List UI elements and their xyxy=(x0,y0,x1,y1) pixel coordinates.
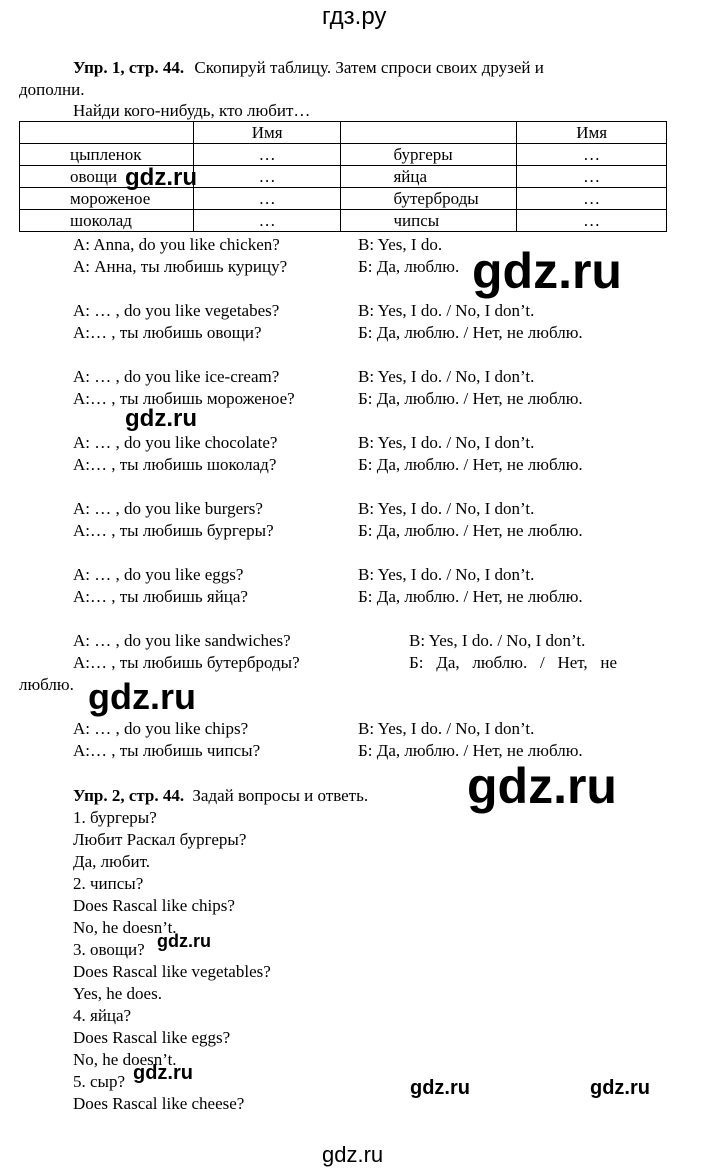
dialogue-b-ru: Б: Да, люблю. / Нет, не люблю. xyxy=(358,455,583,474)
table-cell xyxy=(341,122,517,144)
dialogue-a-ru: А:… , ты любишь бутерброды? xyxy=(73,653,300,672)
dialogue-a-ru: А:… , ты любишь шоколад? xyxy=(73,455,277,474)
ex2-line: No, he doesn’t. xyxy=(73,1050,177,1069)
ex2-title: Упр. 2, стр. 44. xyxy=(73,786,185,805)
dialogue-b-ru: Б: Да, люблю. / Нет, не люблю. xyxy=(358,587,583,606)
dialogue-a-ru: А: Анна, ты любишь курицу? xyxy=(73,257,288,276)
dialogue-a-en: A: … , do you like burgers? xyxy=(73,499,263,518)
dialogue-b-ru: Б: Да, люблю. / Нет, не люблю. xyxy=(358,389,583,408)
table-header-row xyxy=(20,122,667,144)
dialogue-b-ru: Б: Да, люблю. / Нет, не люблю. xyxy=(358,741,583,760)
ex2-line: 5. сыр? xyxy=(73,1072,126,1091)
dialogue-b-en: B: Yes, I do. xyxy=(358,235,443,254)
watermark: gdz.ru xyxy=(88,676,196,717)
table-header-name: Имя xyxy=(517,122,667,144)
table-cell: яйца xyxy=(341,166,517,188)
table-cell: шоколад xyxy=(20,210,194,232)
dialogue-b-en: B: Yes, I do. / No, I don’t. xyxy=(358,565,535,584)
ex2-line: Does Rascal like eggs? xyxy=(73,1028,231,1047)
table-row xyxy=(20,210,667,232)
dialogue-a-ru: А:… , ты любишь овощи? xyxy=(73,323,262,342)
table-cell: чипсы xyxy=(341,210,517,232)
table-cell xyxy=(20,122,194,144)
watermark: gdz.ru xyxy=(125,405,197,432)
watermark: gdz.ru xyxy=(467,758,617,814)
dialogue-a-en: A: … , do you like sandwiches? xyxy=(73,631,291,650)
table-row xyxy=(20,144,667,166)
table-cell: бургеры xyxy=(341,144,517,166)
ex1-instruction-cont: дополни. xyxy=(19,80,85,99)
dialogue-b-ru: Б: Да, люблю. / Нет, не люблю. xyxy=(358,521,583,540)
dialogue-b-en: B: Yes, I do. / No, I don’t. xyxy=(358,367,535,386)
ex2-line: 1. бургеры? xyxy=(73,808,157,827)
watermark: gdz.ru xyxy=(133,1062,193,1084)
dialogue-b-en: B: Yes, I do. / No, I don’t. xyxy=(358,301,535,320)
table-cell: … xyxy=(193,166,341,188)
footer-site: gdz.ru xyxy=(322,1142,384,1167)
dialogue-a-ru: А:… , ты любишь чипсы? xyxy=(73,741,261,760)
table-row xyxy=(20,188,667,210)
table-cell: … xyxy=(193,210,341,232)
dialogue-a-en: A: … , do you like eggs? xyxy=(73,565,244,584)
table-cell: … xyxy=(193,144,341,166)
table-cell: … xyxy=(517,188,667,210)
ex2-instruction: Задай вопросы и ответь. xyxy=(192,786,369,805)
ex1-find-line: Найди кого-нибудь, кто любит… xyxy=(73,101,311,120)
dialogue-b-ru-wrap: люблю. xyxy=(19,675,74,694)
ex1-heading xyxy=(73,58,544,78)
table-cell: … xyxy=(517,144,667,166)
dialogue-a-ru: А:… , ты любишь мороженое? xyxy=(73,389,295,408)
ex2-line: No, he doesn’t. xyxy=(73,918,177,937)
ex1-title: Упр. 1, стр. 44. xyxy=(73,58,185,77)
ex2-line: Does Rascal like cheese? xyxy=(73,1094,245,1113)
ex1-instruction: Скопируй таблицу. Затем спроси своих друзей и xyxy=(194,58,544,77)
dialogue-b-ru: Б: Да, люблю. / Нет, не люблю. xyxy=(358,323,583,342)
ex2-line: Does Rascal like vegetables? xyxy=(73,962,271,981)
table-cell: … xyxy=(517,166,667,188)
dialogue-b-ru: Б: Да, люблю. xyxy=(358,257,460,276)
food-table xyxy=(19,121,667,232)
watermark: gdz.ru xyxy=(410,1077,470,1099)
dialogue-a-en: A: Anna, do you like chicken? xyxy=(73,235,280,254)
watermark: gdz.ru xyxy=(472,243,622,299)
table-cell: овощи xyxy=(20,166,194,188)
watermark: gdz.ru xyxy=(125,164,197,191)
dialogue-a-en: A: … , do you like vegetabes? xyxy=(73,301,280,320)
dialogue-b-en: B: Yes, I do. / No, I don’t. xyxy=(358,719,535,738)
table-header-name: Имя xyxy=(193,122,341,144)
dialogue-a-en: A: … , do you like ice-cream? xyxy=(73,367,280,386)
dialogue-b-ru: Б: Да, люблю. / Нет, не xyxy=(409,653,618,672)
watermark: gdz.ru xyxy=(157,931,211,951)
ex2-line: 3. овощи? xyxy=(73,940,145,959)
table-cell: … xyxy=(193,188,341,210)
ex2-line: Does Rascal like chips? xyxy=(73,896,235,915)
ex2-heading xyxy=(73,786,368,806)
dialogue-a-en: A: … , do you like chips? xyxy=(73,719,249,738)
table-cell: мороженое xyxy=(20,188,194,210)
site-title: гдз.ру xyxy=(322,3,387,30)
dialogue-b-en: B: Yes, I do. / No, I don’t. xyxy=(358,499,535,518)
ex2-line: Да, любит. xyxy=(73,852,150,871)
table-cell: цыпленок xyxy=(20,144,194,166)
ex2-line: Yes, he does. xyxy=(73,984,162,1003)
dialogue-a-ru: А:… , ты любишь бургеры? xyxy=(73,521,274,540)
table-cell: бутерброды xyxy=(341,188,517,210)
ex2-line: 4. яйца? xyxy=(73,1006,132,1025)
table-row xyxy=(20,166,667,188)
dialogue-b-en: B: Yes, I do. / No, I don’t. xyxy=(358,433,535,452)
dialogue-a-ru: А:… , ты любишь яйца? xyxy=(73,587,248,606)
watermark: gdz.ru xyxy=(590,1077,650,1099)
dialogue-a-en: A: … , do you like chocolate? xyxy=(73,433,278,452)
ex2-line: Любит Раскал бургеры? xyxy=(73,830,247,849)
dialogue-b-en: B: Yes, I do. / No, I don’t. xyxy=(409,631,586,650)
table-cell: … xyxy=(517,210,667,232)
ex2-line: 2. чипсы? xyxy=(73,874,144,893)
